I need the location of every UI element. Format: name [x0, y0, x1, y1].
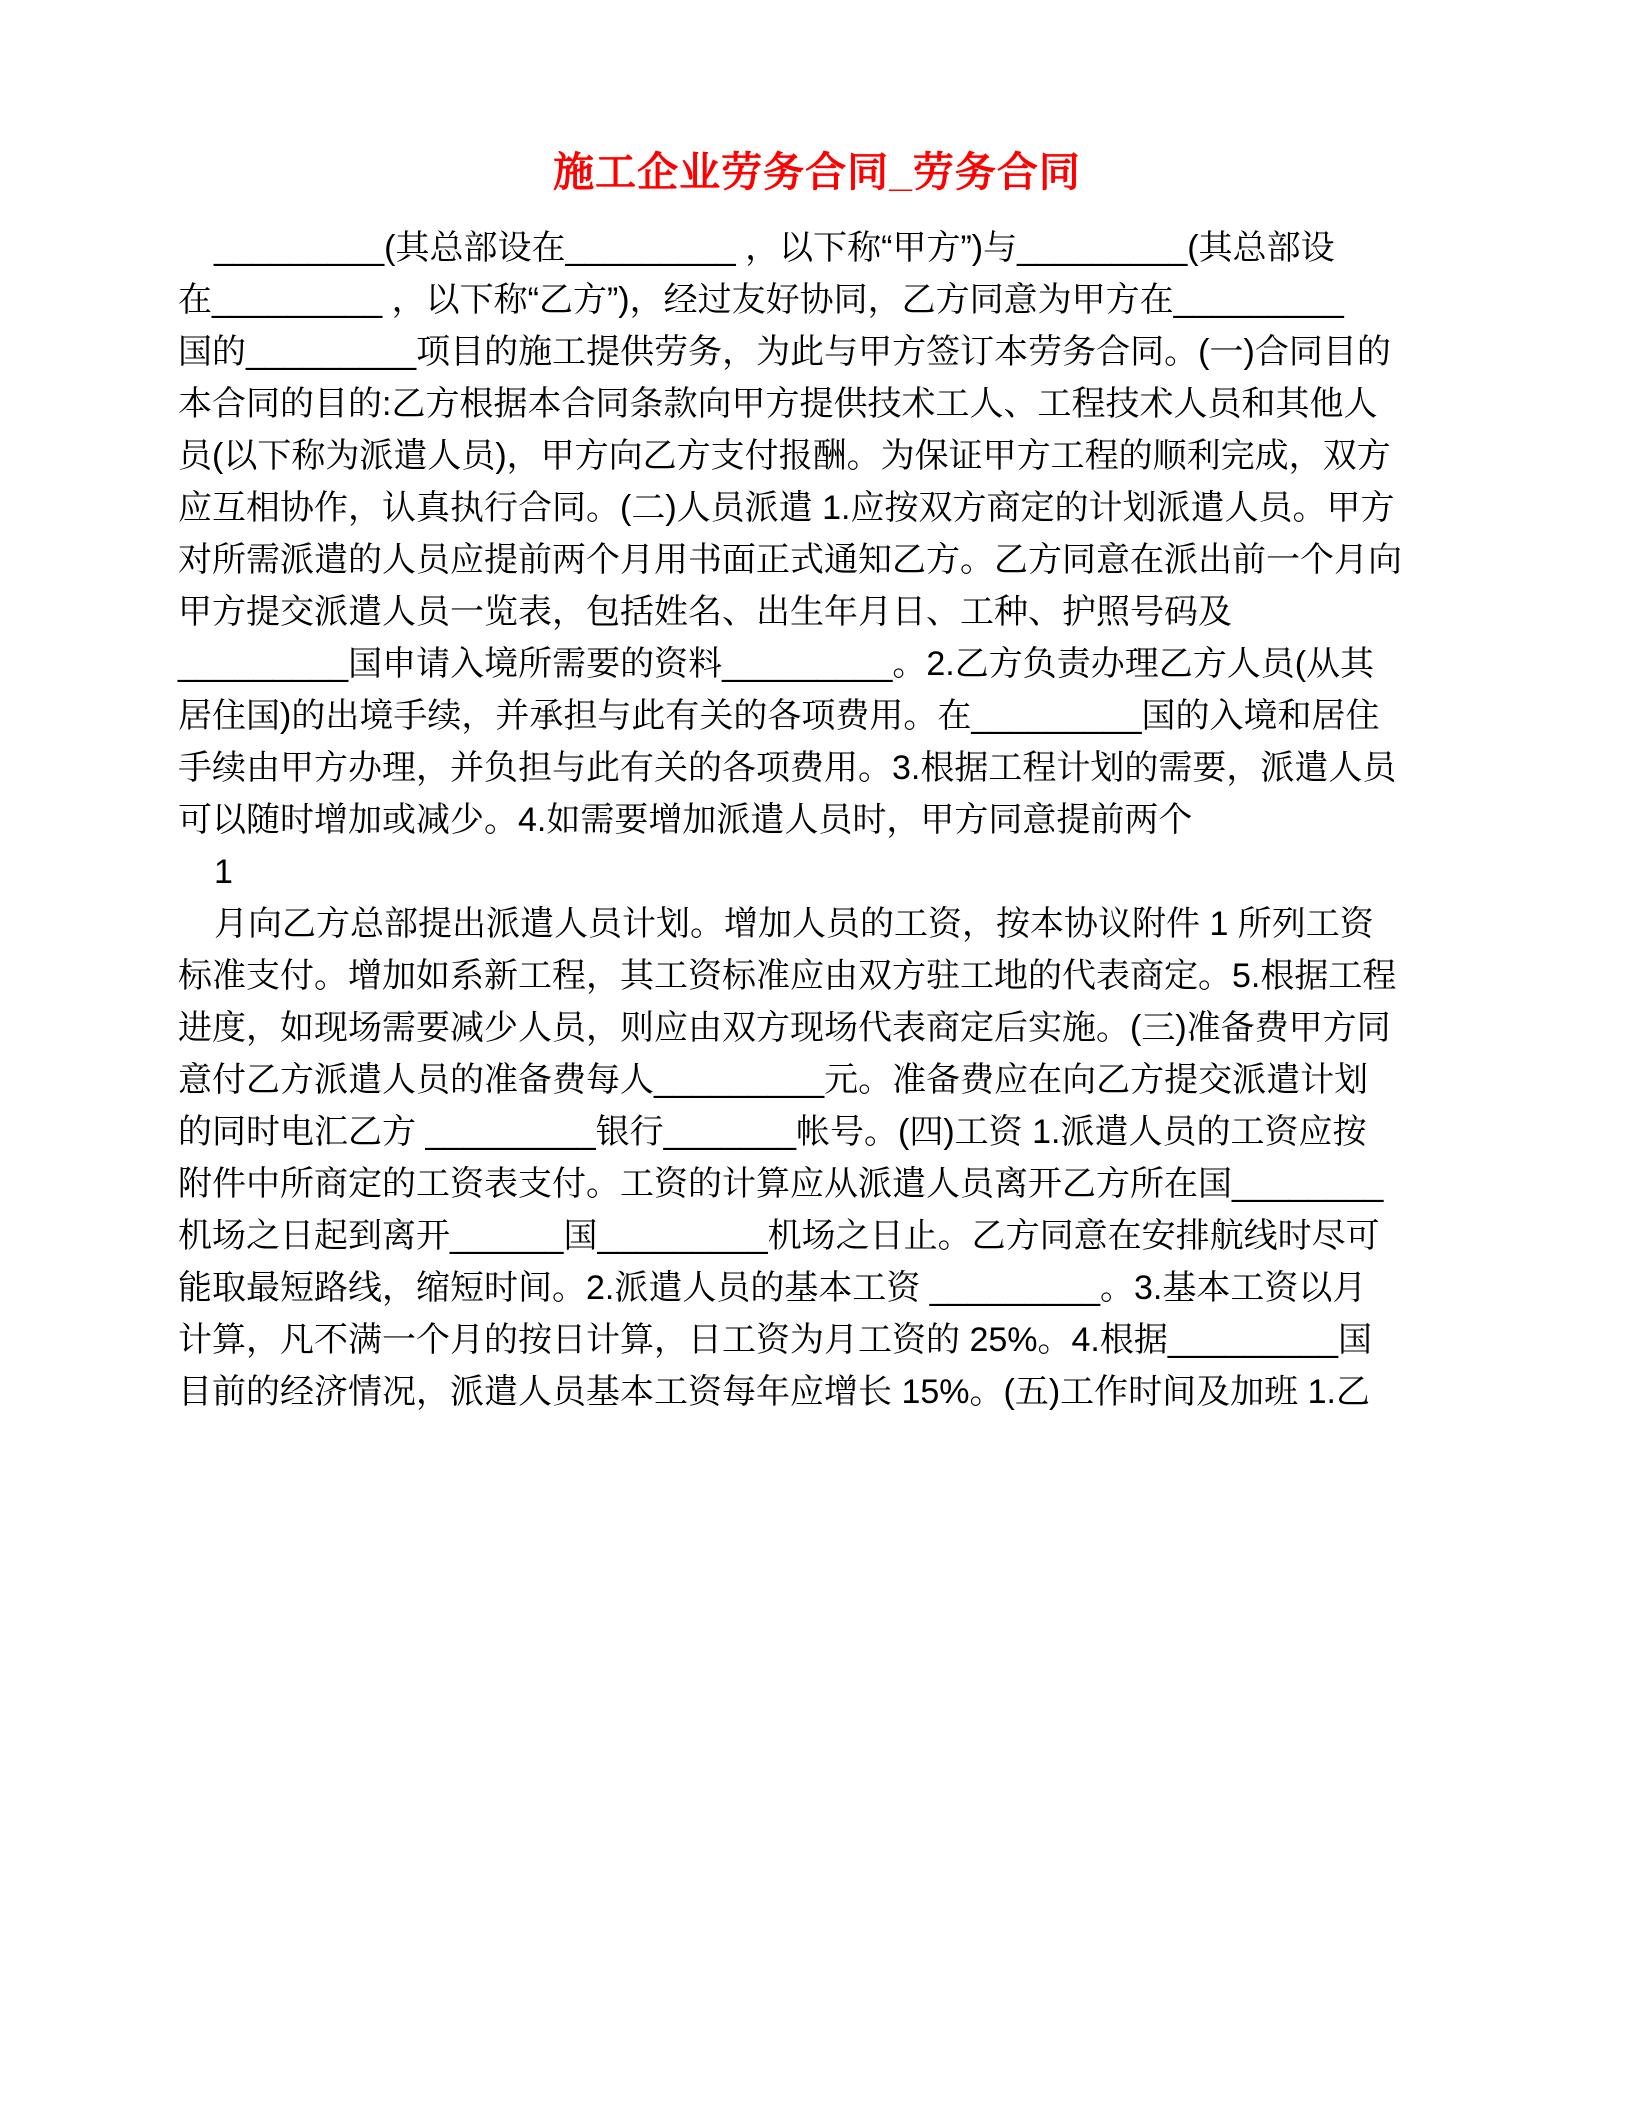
document-line: 附件中所商定的工资表支付。工资的计算应从派遣人员离开乙方所在国________ — [178, 1165, 1384, 1203]
document-line: 可以随时增加或减少。4.如需要增加派遣人员时，甲方同意提前两个 — [178, 801, 1193, 839]
document-line: 居住国)的出境手续，并承担与此有关的各项费用。在_________国的入境和居住 — [178, 697, 1380, 735]
document-line: 在_________ ，以下称“乙方”)，经过友好协同，乙方同意为甲方在_________ — [178, 281, 1344, 319]
document-line: 能取最短路线，缩短时间。2.派遣人员的基本工资 _________。3.基本工资以月 — [178, 1269, 1367, 1307]
document-body — [178, 222, 1456, 1418]
document-line: 机场之日起到离开______国_________机场之日止。乙方同意在安排航线时尽可 — [178, 1217, 1380, 1255]
document-line: 意付乙方派遣人员的准备费每人_________元。准备费应在向乙方提交派遣计划 — [178, 1061, 1369, 1099]
document-line: 进度，如现场需要减少人员，则应由双方现场代表商定后实施。(三)准备费甲方同 — [178, 1009, 1391, 1047]
document-line: 1 — [214, 853, 233, 891]
document-line: 甲方提交派遣人员一览表，包括姓名、出生年月日、工种、护照号码及 — [178, 593, 1232, 631]
document-line: 本合同的目的:乙方根据本合同条款向甲方提供技术工人、工程技术人员和其他人 — [178, 385, 1378, 423]
document-line: _________(其总部设在_________ ，以下称“甲方”)与_________(其总部设 — [214, 229, 1335, 267]
document-line: 计算，凡不满一个月的按日计算，日工资为月工资的 25%。4.根据_________国 — [178, 1321, 1373, 1359]
document-title: 施工企业劳务合同_劳务合同 — [553, 149, 1081, 195]
document-line: 标准支付。增加如系新工程，其工资标准应由双方驻工地的代表商定。5.根据工程 — [178, 957, 1397, 995]
document-line: 的同时电汇乙方 _________银行_______帐号。(四)工资 1.派遣人员的工资应按 — [178, 1113, 1367, 1151]
document-line: 目前的经济情况，派遣人员基本工资每年应增长 15%。(五)工作时间及加班 1.乙 — [178, 1373, 1370, 1411]
document-line: 应互相协作，认真执行合同。(二)人员派遣 1.应按双方商定的计划派遣人员。甲方 — [178, 489, 1395, 527]
document-line: 月向乙方总部提出派遣人员计划。增加人员的工资，按本协议附件 1 所列工资 — [214, 905, 1374, 943]
document-line: _________国申请入境所需要的资料_________。2.乙方负责办理乙方人员(从其 — [178, 645, 1375, 683]
document-line: 国的_________项目的施工提供劳务，为此与甲方签订本劳务合同。(一)合同目的 — [178, 333, 1391, 371]
document-line: 手续由甲方办理，并负担与此有关的各项费用。3.根据工程计划的需要，派遣人员 — [178, 749, 1397, 787]
document-line: 员(以下称为派遣人员)，甲方向乙方支付报酬。为保证甲方工程的顺利完成，双方 — [178, 437, 1391, 475]
document-line: 对所需派遣的人员应提前两个月用书面正式通知乙方。乙方同意在派出前一个月向 — [178, 541, 1402, 579]
